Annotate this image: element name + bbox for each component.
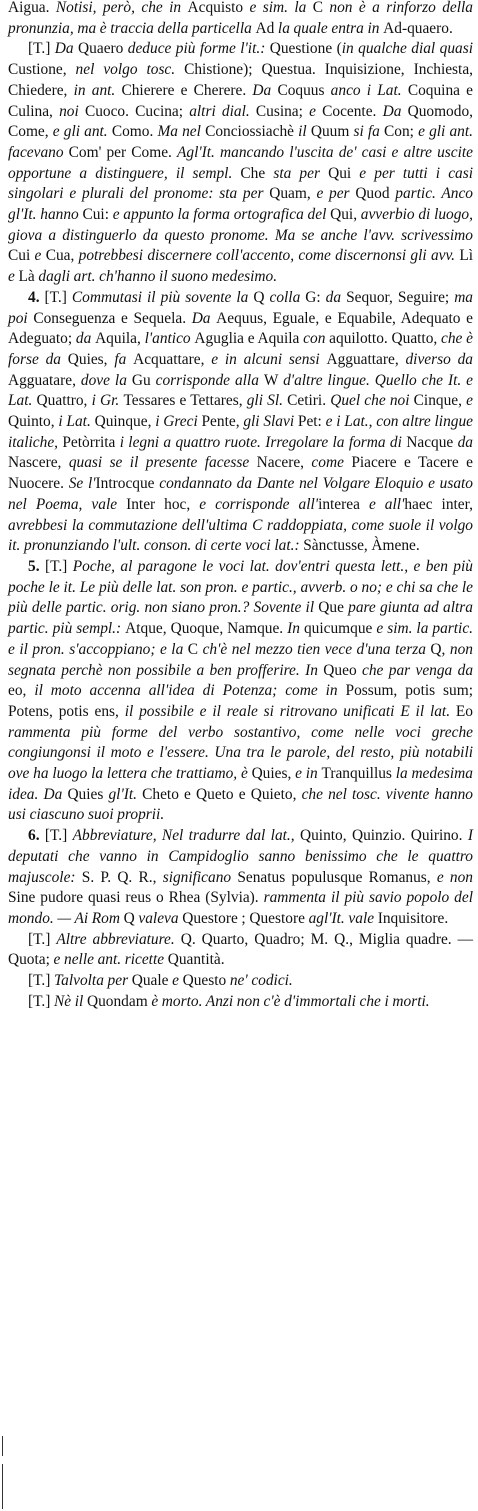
text-run: noi xyxy=(59,102,85,120)
paragraph-p1 xyxy=(8,39,473,287)
text-run: Quum xyxy=(310,123,354,141)
text-run: Quies, xyxy=(251,765,296,783)
text-run: Introcque xyxy=(95,475,160,493)
text-run: avverbio di luogo, giova a distinguerlo da questo pronome. Ma se anche l'avv. scrivessimo xyxy=(8,206,473,244)
text-run: potrebbesi discernere coll'accento, come discernonsi gli avv. xyxy=(78,247,460,265)
text-run: [T.] xyxy=(28,992,55,1010)
text-run: Quaero xyxy=(78,40,128,58)
text-run: Quattro, xyxy=(36,392,92,410)
text-run: e appunto la forma ortografica del xyxy=(112,206,331,224)
text-run: Sine pudore quasi reus o Rhea (Sylvia). xyxy=(8,889,264,907)
text-run: Quale xyxy=(131,972,173,990)
text-run: e xyxy=(8,268,19,286)
text-run: haec inter, xyxy=(404,495,473,513)
text-run: Eo xyxy=(455,702,473,720)
text-run: rammenta più forme del verbo sostantivo, come nelle voci greche congiungonsi il moto e l'essere. Una tra le parole, del resto, più notabili ove ha luogo la lettera che trattiamo, è xyxy=(8,723,473,783)
text-run: In xyxy=(305,661,324,679)
text-run: G: xyxy=(305,288,326,306)
text-run: Custione, xyxy=(8,61,76,79)
text-run: non è a rinforzo della pronunzia, ma è traccia della particella xyxy=(8,0,474,37)
text-run: Inter hoc, xyxy=(126,495,200,513)
text-run: Petòrrita xyxy=(62,433,120,451)
text-run: Q, xyxy=(430,640,450,658)
text-run: Agguatare, xyxy=(8,371,81,389)
text-run: Quel che noi xyxy=(330,392,414,410)
text-run: Cusina; xyxy=(255,102,310,120)
text-run: Aigua. xyxy=(8,0,56,16)
text-run: Quomodo, Come, xyxy=(8,102,473,141)
text-run: interea xyxy=(318,495,369,513)
text-run: rammenta il più savio popolo del mondo. — Ai Rom xyxy=(8,889,473,927)
text-run: e sim. xyxy=(249,0,295,16)
text-run: C xyxy=(187,640,203,658)
text-run: W xyxy=(263,371,284,389)
text-run: Quies xyxy=(67,785,109,803)
text-run: Sequor, Seguire; xyxy=(346,288,455,306)
text-run: Abbreviature, Nel tradurre dal lat., xyxy=(72,827,300,845)
text-run: avrebbesi la commutazione dell'ultima C raddoppiata, come suole il volgo it. pronunziando l'ult. conson. di certe voci lat.: xyxy=(8,516,473,555)
text-run: e gli ant. facevano xyxy=(8,123,473,161)
text-run: e in xyxy=(295,765,322,783)
text-run: valeva xyxy=(138,909,183,927)
text-run: Da xyxy=(43,785,68,803)
text-run: Lì xyxy=(459,247,473,265)
text-run: Commutasi il più sovente la xyxy=(71,288,254,306)
text-run: i Lat. xyxy=(58,413,95,431)
paragraph-p7 xyxy=(8,992,473,1013)
text-run: Altre abbreviature. xyxy=(56,930,181,948)
text-run: Cuoco. Cucina; xyxy=(84,102,190,120)
text-run: Cua, xyxy=(45,247,79,265)
text-run: Gu xyxy=(131,371,156,389)
text-run: Queo xyxy=(323,661,363,679)
text-run: Atque, Quoque, Namque. xyxy=(125,620,288,638)
margin-rule xyxy=(2,1436,3,1456)
text-run: significano xyxy=(162,868,238,886)
paragraph-p0 xyxy=(8,0,473,39)
text-run: Da xyxy=(252,81,278,99)
text-run: e corrisponde all' xyxy=(199,495,319,513)
text-run: Cetiri. xyxy=(287,392,331,410)
text-run: I deputati che vanno in Campidoglio sanno benissimo che le quattro majuscole: xyxy=(8,827,473,886)
text-run: Agguattare, xyxy=(326,350,406,368)
text-run: e nelle ant. ricette xyxy=(53,951,168,969)
text-run: Nacque xyxy=(406,433,458,451)
text-run: quicumque xyxy=(303,620,377,638)
text-run: [T.] xyxy=(28,972,55,990)
text-run: S. P. Q. R., xyxy=(81,868,163,886)
text-run: sta per xyxy=(273,164,329,182)
text-run: Questore ; Questore xyxy=(182,909,309,927)
text-run: e per xyxy=(316,185,356,203)
text-run: che nel tosc. vivente hanno usi ciascuno suoi proprii. xyxy=(8,785,473,824)
text-run: Com' per Come. xyxy=(68,143,177,161)
text-run: Nacere, xyxy=(256,454,312,472)
text-run: Cui: xyxy=(82,206,113,224)
text-run: Con; xyxy=(384,123,419,141)
text-run: e per tutti i casi singolari e plurali del pronome: sta per xyxy=(8,164,474,203)
text-run: deduce più forme l'it.: xyxy=(127,40,270,58)
text-run: Que xyxy=(318,599,349,617)
text-run: colla xyxy=(269,288,306,306)
text-run: Nascere, xyxy=(8,454,69,472)
text-run: Quinque, xyxy=(94,413,156,431)
text-run: diverso da xyxy=(405,350,473,368)
text-run: i Greci xyxy=(155,413,202,431)
text-run: non segnata perchè non possibile a ben profferire. xyxy=(8,640,473,679)
text-run: anco i Lat. xyxy=(330,81,408,99)
text-run: e sim. la partic. e il pron. s'accoppiano; e la xyxy=(8,620,473,658)
text-run: Pente, xyxy=(201,413,244,431)
text-run: da xyxy=(325,288,347,306)
text-run: corrisponde alla xyxy=(155,371,264,389)
text-run: con xyxy=(303,330,330,348)
text-run: e non xyxy=(436,868,474,886)
text-run: il possibile e il reale si ritrovano unificati xyxy=(124,702,401,720)
text-run: ch'è nel mezzo tien vece d'una terza xyxy=(202,640,431,658)
text-run: agl'It. vale xyxy=(308,909,378,927)
text-run: Quinto, xyxy=(8,413,59,431)
text-run: Poche, al paragone le voci lat. dov'entri questa lett., e ben più poche le it. Le più delle lat. son pron. e partic., avverb. o no; e chi sa che le più delle partic. orig. non siano pron.? Sovente il xyxy=(8,557,473,617)
text-run: partic. xyxy=(395,185,442,203)
text-run: Quies, xyxy=(67,350,115,368)
text-run: Aquila, xyxy=(95,330,145,348)
text-column xyxy=(8,0,473,1012)
text-run: 6. xyxy=(28,827,45,845)
text-run: Da xyxy=(54,40,79,58)
text-run: [T.] xyxy=(44,827,73,845)
text-run: Da xyxy=(191,309,217,327)
text-run: Q xyxy=(253,288,270,306)
text-run: Talvolta per xyxy=(54,972,132,990)
text-run: E il lat. xyxy=(400,702,456,720)
text-run: Sànctusse, Àmene. xyxy=(303,537,420,555)
text-run: Da xyxy=(382,102,408,120)
margin-rule xyxy=(2,1464,3,1509)
text-run: i Gr. xyxy=(91,392,124,410)
text-run: come xyxy=(311,454,352,472)
text-run: che è forse da xyxy=(8,330,473,368)
text-run: la xyxy=(294,0,313,16)
text-run: Tranquillus xyxy=(321,765,396,783)
text-run: è morto. Anzi non c'è d'immortali che i morti. xyxy=(151,992,430,1010)
text-run: Coquus xyxy=(277,81,331,99)
text-run: Questo xyxy=(182,972,230,990)
text-run: C xyxy=(312,0,330,16)
text-run: aquilotto. Quatto, xyxy=(329,330,442,348)
text-run: e all' xyxy=(368,495,405,513)
text-run: Qui, xyxy=(330,206,361,224)
text-run: dagli art. ch'hanno il suono medesimo. xyxy=(38,268,278,286)
text-run: e xyxy=(466,392,473,410)
text-run: Tessares e Tettares, xyxy=(123,392,247,410)
paragraph-p5 xyxy=(8,930,473,971)
text-run: Acquisto xyxy=(187,0,250,16)
text-run: i legni a quattro ruote. Irregolare la forma di xyxy=(119,433,407,451)
text-run: Acquattare, xyxy=(133,350,212,368)
text-run: e i Lat., con altre lingue italiche, xyxy=(8,413,473,451)
text-run: Quam, xyxy=(269,185,317,203)
text-run: Se l' xyxy=(68,475,96,493)
text-run: il xyxy=(298,123,311,141)
text-run: da xyxy=(457,433,473,451)
text-run: Ad xyxy=(255,19,278,37)
text-run: gli Slavi xyxy=(243,413,298,431)
text-run: Q. Quarto, Quadro; M. Q., Miglia quadre. — Quota; xyxy=(8,930,473,969)
text-run: [T.] xyxy=(28,930,57,948)
text-run: Ad-quaero. xyxy=(383,19,453,37)
text-run: Como. xyxy=(111,123,158,141)
text-run: Anco gl'It. hanno xyxy=(8,185,473,224)
text-run: Cheto e Queto e Quieto, xyxy=(142,785,302,803)
text-run: Piacere e Tacere e Nuocere. xyxy=(8,454,473,493)
text-run: Questione ( xyxy=(269,40,342,58)
text-run: Notisi, però, che in xyxy=(55,0,188,16)
text-run: nel volgo tosc. xyxy=(75,61,185,79)
text-run: si fa xyxy=(353,123,385,141)
paragraph-p3 xyxy=(8,557,473,826)
text-run: pare giunta ad altra partic. più sempl.: xyxy=(8,599,473,638)
text-run: altri dial. xyxy=(189,102,256,120)
text-run: Cocente. xyxy=(322,102,383,120)
text-run: Quantità. xyxy=(167,951,225,969)
text-run: Aguglia e Aquila xyxy=(194,330,304,348)
text-run: Senatus populusque Romanus, xyxy=(237,868,437,886)
paragraph-p2 xyxy=(8,288,473,557)
paragraph-p6 xyxy=(8,971,473,992)
text-run: Coquina e Culina, xyxy=(8,81,474,120)
text-run: e xyxy=(34,247,46,265)
text-run: Là xyxy=(18,268,39,286)
text-run: Nè il xyxy=(54,992,87,1010)
text-run: Chistione); Questua. Inquisizione, Inchiesta, Chiedere, xyxy=(8,61,474,99)
text-run: condannato da Dante nel Volgare Eloquio e usato nel Poema, vale xyxy=(8,475,474,513)
text-run: [T.] xyxy=(28,40,55,58)
text-run: Quinto, Quinzio. Quirino. xyxy=(299,827,468,845)
text-run: ne' codici. xyxy=(229,972,293,990)
text-run: eo, xyxy=(8,682,35,700)
text-run: d'altre lingue. Quello che It. e Lat. xyxy=(8,371,474,410)
text-run: 4. xyxy=(28,288,45,306)
text-run: l'antico xyxy=(144,330,195,348)
text-run: [T.] xyxy=(44,288,72,306)
text-run: Q xyxy=(123,909,139,927)
text-run: da xyxy=(75,330,96,348)
text-run: Quod xyxy=(355,185,396,203)
text-run: dove la xyxy=(80,371,132,389)
text-run: Cui xyxy=(8,247,35,265)
text-run: Conciossiachè xyxy=(205,123,299,141)
text-run: gl'It. xyxy=(108,785,143,803)
text-run: e gli ant. xyxy=(52,123,112,141)
text-run: che par venga da xyxy=(362,661,474,679)
text-run: Inquisitore. xyxy=(377,909,449,927)
text-run: quasi se il presente facesse xyxy=(68,454,257,472)
text-run: In xyxy=(287,620,304,638)
text-run: Agl'It. mancando l'uscita de' casi e altre uscite opportune a distinguere, il sempl. xyxy=(8,143,473,182)
text-run: Ma nel xyxy=(157,123,206,141)
text-run: Quondam xyxy=(86,992,152,1010)
text-run: Conseguenza e Sequela. xyxy=(33,309,192,327)
text-run: gli Sl. xyxy=(246,392,288,410)
text-run: Che xyxy=(240,164,274,182)
text-run: Possum, potis sum; Potens, potis ens, xyxy=(8,682,473,720)
text-run: Chierere e Cherere. xyxy=(121,81,253,99)
text-run: ma poi xyxy=(8,288,473,327)
text-run: Cinque, xyxy=(413,392,467,410)
text-run: in ant. xyxy=(73,81,122,99)
text-run: Aequus, Eguale, e Equabile, Adequato e Adeguato; xyxy=(8,309,473,348)
text-run: 5. xyxy=(28,557,45,575)
text-run: in qualche dial quasi xyxy=(341,40,473,58)
text-run: Pet: xyxy=(297,413,326,431)
text-run: Qui xyxy=(328,164,360,182)
text-run: il moto accenna all'idea di Potenza; come in xyxy=(34,682,346,700)
text-run: e in alcuni sensi xyxy=(211,350,327,368)
text-run: e xyxy=(309,102,323,120)
text-run: [T.] xyxy=(44,557,73,575)
text-run: e xyxy=(172,972,183,990)
text-run: la medesima idea. xyxy=(8,765,473,803)
paragraph-p4 xyxy=(8,826,473,930)
text-run: la quale entra in xyxy=(277,19,384,37)
text-run: fa xyxy=(114,350,134,368)
